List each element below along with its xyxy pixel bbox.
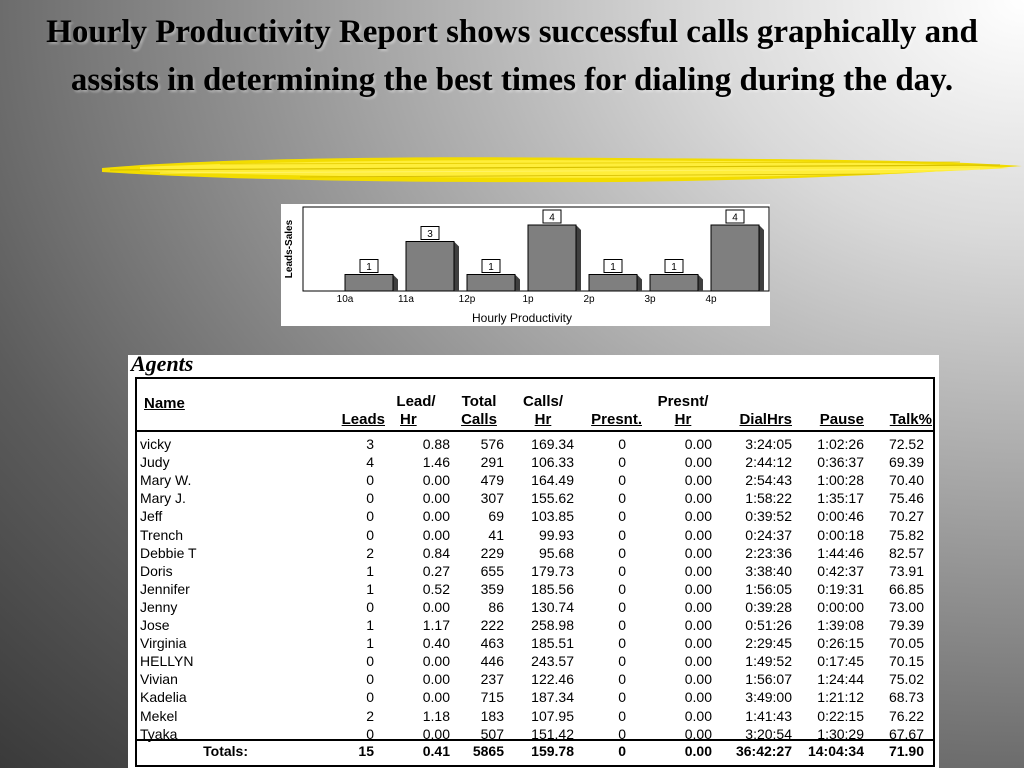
- cell-total-calls: 463: [480, 635, 504, 652]
- cell-calls-hr: 107.95: [531, 707, 574, 724]
- cell-calls-hr: 159.78: [531, 743, 574, 759]
- cell-total-calls: 229: [480, 544, 504, 561]
- cell-presnt: 0: [618, 490, 626, 507]
- cell-talk: 66.85: [888, 580, 924, 597]
- table-row: [128, 580, 939, 598]
- bar-value-label-6: 4: [732, 212, 738, 224]
- cell-pause: 0:00:00: [817, 598, 864, 615]
- cell-leads: 2: [366, 544, 374, 561]
- cell-talk: 73.00: [888, 598, 924, 615]
- cell-pause: 1:02:26: [817, 436, 864, 452]
- yellow-brush-stroke-divider: [100, 150, 1024, 190]
- x-tick-label-1: 11a: [398, 294, 414, 305]
- cell-pause: 0:36:37: [817, 454, 864, 471]
- cell-dialhrs: 1:41:43: [745, 707, 792, 724]
- bar-6: [711, 225, 759, 291]
- cell-lead-hr: 0.00: [422, 725, 450, 742]
- cell-lead-hr: 0.00: [422, 671, 450, 688]
- cell-presnt: 0: [618, 671, 626, 688]
- col-header-dialhrs: DialHrs: [739, 411, 792, 428]
- cell-total-calls: 237: [480, 671, 504, 688]
- cell-lead-hr: 0.27: [422, 562, 450, 579]
- cell-total-calls: 507: [480, 725, 504, 742]
- cell-pause: 1:24:44: [817, 671, 864, 688]
- cell-presnt: 0: [618, 617, 626, 633]
- cell-pause: 0:26:15: [817, 635, 864, 652]
- cell-total-calls: 359: [480, 580, 504, 597]
- cell-total-calls: 655: [480, 562, 504, 579]
- cell-name: Tyaka: [140, 725, 178, 742]
- cell-dialhrs: 2:23:36: [745, 544, 792, 561]
- x-tick-label-0: 10a: [336, 294, 354, 305]
- table-row: [128, 634, 939, 652]
- cell-name: Jose: [140, 617, 170, 633]
- cell-lead-hr: 0.41: [422, 743, 450, 759]
- cell-calls-hr: 258.98: [531, 617, 574, 633]
- cell-presnt-hr: 0.00: [684, 526, 712, 543]
- chart-ylabel: Leads-Sales: [284, 219, 295, 279]
- cell-total-calls: 41: [488, 526, 504, 543]
- cell-presnt: 0: [618, 580, 626, 597]
- table-row: [128, 707, 939, 725]
- cell-leads: 0: [366, 472, 374, 489]
- cell-lead-hr: 0.00: [422, 653, 450, 670]
- cell-presnt: 0: [618, 725, 626, 742]
- bar-value-label-2: 1: [488, 262, 494, 273]
- cell-presnt-hr: 0.00: [684, 707, 712, 724]
- bar-0: [345, 275, 393, 292]
- cell-leads: 0: [366, 689, 374, 706]
- cell-lead-hr: 0.00: [422, 472, 450, 489]
- cell-presnt-hr: 0.00: [684, 598, 712, 615]
- cell-total-calls: 479: [480, 472, 504, 489]
- cell-presnt-hr: 0.00: [684, 490, 712, 507]
- cell-calls-hr: 151.42: [531, 725, 574, 742]
- cell-talk: 82.57: [888, 544, 924, 561]
- cell-presnt: 0: [618, 472, 626, 489]
- cell-total-calls: 307: [480, 490, 504, 507]
- cell-calls-hr: 99.93: [538, 526, 574, 543]
- cell-name: HELLYN: [140, 653, 194, 670]
- cell-pause: 1:35:17: [817, 490, 864, 507]
- cell-calls-hr: 169.34: [531, 436, 574, 452]
- cell-talk: 79.39: [888, 617, 924, 633]
- bar-side-1: [454, 242, 459, 292]
- cell-presnt-hr: 0.00: [684, 671, 712, 688]
- bar-4: [589, 275, 637, 292]
- bar-side-2: [515, 275, 520, 292]
- cell-total-calls: 446: [480, 653, 504, 670]
- cell-dialhrs: 3:20:54: [745, 725, 792, 742]
- cell-name: Virginia: [140, 635, 187, 652]
- x-tick-label-2: 12p: [458, 294, 476, 305]
- cell-name: Totals:: [203, 743, 248, 759]
- bar-value-label-4: 1: [610, 262, 616, 273]
- cell-name: Mekel: [140, 707, 178, 724]
- table-row: [128, 544, 939, 562]
- x-tick-label-3: 1p: [522, 294, 534, 305]
- cell-dialhrs: 0:39:52: [745, 508, 792, 525]
- cell-dialhrs: 3:24:05: [745, 436, 792, 452]
- cell-calls-hr: 185.56: [531, 580, 574, 597]
- cell-leads: 0: [366, 725, 374, 742]
- cell-talk: 72.52: [888, 436, 924, 452]
- col-header-total-calls: Total Calls: [461, 393, 497, 428]
- table-row: [128, 435, 939, 453]
- cell-dialhrs: 2:44:12: [745, 454, 792, 471]
- cell-leads: 0: [366, 490, 374, 507]
- cell-name: Doris: [140, 562, 173, 579]
- bar-5: [650, 275, 698, 292]
- cell-name: Mary W.: [140, 472, 192, 489]
- cell-presnt-hr: 0.00: [684, 454, 712, 471]
- cell-presnt-hr: 0.00: [684, 562, 712, 579]
- table-row: [128, 598, 939, 616]
- cell-lead-hr: 0.00: [422, 490, 450, 507]
- cell-leads: 0: [366, 526, 374, 543]
- title-rest: shows successful calls graphically and assists in determining the best times for dialing during the day.: [70, 14, 978, 98]
- cell-talk: 70.05: [888, 635, 924, 652]
- cell-leads: 0: [366, 508, 374, 525]
- cell-presnt-hr: 0.00: [684, 472, 712, 489]
- cell-name: Vivian: [140, 671, 178, 688]
- cell-calls-hr: 122.46: [531, 671, 574, 688]
- bar-value-label-0: 1: [366, 262, 372, 273]
- cell-leads: 0: [366, 671, 374, 688]
- table-row: [128, 562, 939, 580]
- table-row: [128, 725, 939, 743]
- cell-presnt-hr: 0.00: [684, 689, 712, 706]
- slide-title: [20, 8, 1004, 104]
- cell-calls-hr: 187.34: [531, 689, 574, 706]
- agents-report: [128, 355, 939, 768]
- cell-total-calls: 183: [480, 707, 504, 724]
- bar-side-4: [637, 275, 642, 292]
- cell-talk: 75.02: [888, 671, 924, 688]
- table-row: [128, 616, 939, 634]
- bar-side-3: [576, 225, 581, 291]
- cell-pause: 0:19:31: [817, 580, 864, 597]
- table-row: [128, 526, 939, 544]
- cell-presnt: 0: [618, 562, 626, 579]
- cell-pause: 1:44:46: [817, 544, 864, 561]
- cell-presnt-hr: 0.00: [684, 580, 712, 597]
- cell-presnt: 0: [618, 436, 626, 452]
- cell-presnt-hr: 0.00: [684, 725, 712, 742]
- cell-name: Jeff: [140, 508, 163, 525]
- cell-talk: 76.22: [888, 707, 924, 724]
- x-tick-label-6: 4p: [705, 294, 717, 305]
- cell-leads: 0: [366, 653, 374, 670]
- cell-leads: 1: [366, 635, 374, 652]
- cell-leads: 1: [366, 580, 374, 597]
- col-header-presnt-hr: Presnt/ Hr: [657, 393, 709, 428]
- cell-name: vicky: [140, 436, 172, 452]
- cell-lead-hr: 1.46: [422, 454, 450, 471]
- col-header-leads: Leads: [341, 411, 385, 428]
- cell-talk: 70.27: [888, 508, 924, 525]
- cell-lead-hr: 0.40: [422, 635, 450, 652]
- bar-value-label-5: 1: [671, 262, 677, 273]
- cell-leads: 1: [366, 562, 374, 579]
- cell-lead-hr: 1.18: [422, 707, 450, 724]
- cell-name: Judy: [140, 454, 170, 471]
- cell-presnt-hr: 0.00: [684, 743, 712, 759]
- bar-value-label-3: 4: [549, 212, 555, 224]
- cell-dialhrs: 1:58:22: [745, 490, 792, 507]
- cell-presnt-hr: 0.00: [684, 635, 712, 652]
- cell-dialhrs: 36:42:27: [735, 743, 792, 759]
- col-header-talk: Talk%: [889, 411, 932, 428]
- cell-total-calls: 715: [480, 689, 504, 706]
- cell-pause: 0:22:15: [817, 707, 864, 724]
- title-bold: Hourly Productivity Report: [46, 14, 438, 50]
- cell-pause: 0:00:46: [817, 508, 864, 525]
- cell-talk: 68.73: [888, 689, 924, 706]
- bar-side-6: [759, 225, 764, 291]
- cell-lead-hr: 1.17: [422, 617, 450, 633]
- cell-dialhrs: 2:29:45: [745, 635, 792, 652]
- cell-presnt: 0: [618, 743, 626, 759]
- bar-side-5: [698, 275, 703, 292]
- cell-name: Debbie T: [140, 544, 197, 561]
- table-row: [128, 507, 939, 525]
- bar-value-label-1: 3: [427, 229, 433, 240]
- cell-pause: 0:17:45: [817, 653, 864, 670]
- cell-presnt: 0: [618, 707, 626, 724]
- x-tick-label-4: 2p: [583, 294, 595, 305]
- cell-talk: 67.67: [888, 725, 924, 742]
- cell-lead-hr: 0.52: [422, 580, 450, 597]
- cell-presnt: 0: [618, 653, 626, 670]
- table-row: [128, 453, 939, 471]
- cell-dialhrs: 0:51:26: [745, 617, 792, 633]
- col-header-calls-hr: Calls/ Hr: [522, 393, 564, 428]
- cell-name: Trench: [140, 526, 184, 543]
- table-row: [128, 670, 939, 688]
- cell-talk: 75.46: [888, 490, 924, 507]
- header-separator: [135, 430, 935, 432]
- cell-presnt-hr: 0.00: [684, 653, 712, 670]
- cell-presnt: 0: [618, 635, 626, 652]
- cell-talk: 69.39: [888, 454, 924, 471]
- cell-name: Jennifer: [140, 580, 190, 597]
- cell-presnt: 0: [618, 526, 626, 543]
- col-header-presnt: Presnt.: [591, 411, 642, 428]
- cell-leads: 1: [366, 617, 374, 633]
- cell-leads: 3: [366, 436, 374, 452]
- bar-side-0: [393, 275, 398, 292]
- cell-presnt: 0: [618, 508, 626, 525]
- cell-name: Jenny: [140, 598, 178, 615]
- cell-leads: 4: [366, 454, 374, 471]
- cell-name: Mary J.: [140, 490, 186, 507]
- cell-presnt: 0: [618, 454, 626, 471]
- cell-pause: 1:39:08: [817, 617, 864, 633]
- table-row: [128, 489, 939, 507]
- bar-1: [406, 242, 454, 292]
- x-tick-label-5: 3p: [644, 294, 656, 305]
- cell-presnt-hr: 0.00: [684, 436, 712, 452]
- cell-leads: 0: [366, 598, 374, 615]
- cell-presnt: 0: [618, 598, 626, 615]
- cell-total-calls: 576: [480, 436, 504, 452]
- cell-pause: 0:00:18: [817, 526, 864, 543]
- col-header-pause: Pause: [819, 411, 864, 428]
- cell-dialhrs: 3:49:00: [745, 689, 792, 706]
- cell-pause: 1:30:29: [817, 725, 864, 742]
- cell-pause: 14:04:34: [807, 743, 864, 759]
- cell-calls-hr: 185.51: [531, 635, 574, 652]
- cell-dialhrs: 3:38:40: [745, 562, 792, 579]
- cell-calls-hr: 155.62: [531, 490, 574, 507]
- cell-leads: 15: [358, 743, 374, 759]
- cell-leads: 2: [366, 707, 374, 724]
- cell-lead-hr: 0.00: [422, 508, 450, 525]
- cell-calls-hr: 95.68: [538, 544, 574, 561]
- cell-dialhrs: 0:39:28: [745, 598, 792, 615]
- cell-pause: 1:00:28: [817, 472, 864, 489]
- cell-lead-hr: 0.88: [422, 436, 450, 452]
- cell-presnt-hr: 0.00: [684, 544, 712, 561]
- hourly-productivity-chart: [281, 204, 770, 326]
- cell-total-calls: 5865: [472, 743, 504, 759]
- cell-lead-hr: 0.00: [422, 598, 450, 615]
- cell-calls-hr: 130.74: [531, 598, 574, 615]
- bar-3: [528, 225, 576, 291]
- cell-dialhrs: 1:56:05: [745, 580, 792, 597]
- totals-row: [128, 742, 939, 760]
- col-header-name: Name: [144, 395, 185, 412]
- table-row: [128, 652, 939, 670]
- cell-dialhrs: 1:49:52: [745, 653, 792, 670]
- cell-lead-hr: 0.00: [422, 526, 450, 543]
- cell-dialhrs: 0:24:37: [745, 526, 792, 543]
- cell-pause: 0:42:37: [817, 562, 864, 579]
- chart-xlabel: Hourly Productivity: [471, 311, 573, 325]
- cell-calls-hr: 106.33: [531, 454, 574, 471]
- table-row: [128, 471, 939, 489]
- cell-presnt: 0: [618, 689, 626, 706]
- cell-talk: 73.91: [888, 562, 924, 579]
- cell-dialhrs: 1:56:07: [745, 671, 792, 688]
- cell-calls-hr: 243.57: [531, 653, 574, 670]
- cell-lead-hr: 0.84: [422, 544, 450, 561]
- cell-talk: 75.82: [888, 526, 924, 543]
- cell-calls-hr: 164.49: [531, 472, 574, 489]
- col-header-lead-hr: Lead/ Hr: [396, 393, 436, 428]
- cell-total-calls: 69: [488, 508, 504, 525]
- bar-2: [467, 275, 515, 292]
- cell-total-calls: 222: [480, 617, 504, 633]
- cell-total-calls: 86: [488, 598, 504, 615]
- cell-talk: 70.40: [888, 472, 924, 489]
- cell-calls-hr: 179.73: [531, 562, 574, 579]
- cell-talk: 71.90: [888, 743, 924, 759]
- cell-presnt: 0: [618, 544, 626, 561]
- table-row: [128, 688, 939, 706]
- cell-talk: 70.15: [888, 653, 924, 670]
- cell-dialhrs: 2:54:43: [745, 472, 792, 489]
- cell-lead-hr: 0.00: [422, 689, 450, 706]
- agents-heading: Agents: [131, 355, 194, 376]
- cell-presnt-hr: 0.00: [684, 617, 712, 633]
- cell-total-calls: 291: [480, 454, 504, 471]
- cell-presnt-hr: 0.00: [684, 508, 712, 525]
- cell-calls-hr: 103.85: [531, 508, 574, 525]
- cell-pause: 1:21:12: [817, 689, 864, 706]
- cell-name: Kadelia: [140, 689, 187, 706]
